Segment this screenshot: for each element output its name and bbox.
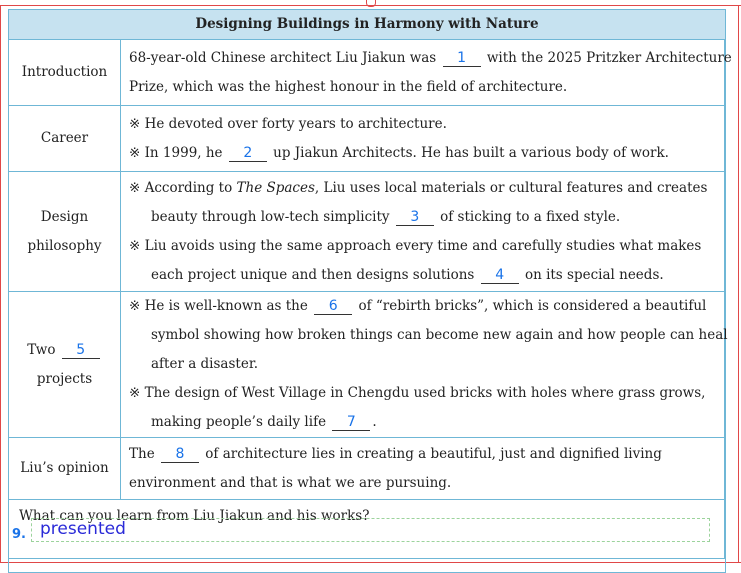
right-red-border [738,5,739,562]
projects-line-1: ※ He is well-known as the 6 of “rebirth bricks”, which is considered a beautiful [129,298,707,314]
design-line-1: ※ According to The Spaces, Liu uses local materials or cultural features and creates [129,179,708,196]
two-projects-content [121,292,726,438]
worksheet-table-frame [8,9,732,559]
career-line-1: ※ He devoted over forty years to architecture. [129,115,447,132]
blank-5[interactable]: 5 [62,342,100,359]
introduction-label: Introduction [9,40,121,106]
worksheet-table [8,9,732,573]
design-philosophy-row [9,172,726,292]
blank-7[interactable]: 7 [332,414,370,431]
opinion-row [9,438,726,500]
opinion-content [121,438,726,500]
introduction-row [9,40,726,106]
design-line-3: ※ Liu avoids using the same approach every time and carefully studies what makes [129,237,702,254]
blank-1[interactable]: 1 [443,50,481,67]
career-label: Career [9,106,121,172]
answer-text: presented [40,519,126,539]
opinion-line-1: The 8 of architecture lies in creating a beautiful, just and dignified living [129,445,662,462]
opinion-line-2: environment and that is what we are pursuing. [129,474,452,491]
introduction-content [121,40,732,106]
career-content [121,106,726,172]
design-line-2: beauty through low-tech simplicity 3 of sticking to a fixed style. [151,208,621,225]
career-line-2: ※ In 1999, he 2 up Jiakun Architects. He has built a various body of work. [129,144,669,161]
opinion-label: Liu’s opinion [9,438,121,500]
top-marker-icon [366,0,376,7]
design-philosophy-label: Design philosophy [9,172,121,292]
introduction-line-2: Prize, which was the highest honour in the field of architecture. [129,78,568,95]
answer-number: 9. [12,527,26,542]
blank-6[interactable]: 6 [314,298,352,315]
question-text: What can you learn from Liu Jiakun and his works? [9,500,726,573]
blank-3[interactable]: 3 [396,209,434,226]
table-title: Designing Buildings in Harmony with Nature [9,10,726,40]
answer-field[interactable] [31,518,710,542]
left-red-border [0,5,1,562]
projects-line-3: after a disaster. [151,356,259,372]
career-row [9,106,726,172]
design-line-4: each project unique and then designs solutions 4 on its special needs. [151,266,664,283]
blank-2[interactable]: 2 [229,145,267,162]
design-philosophy-content [121,172,726,292]
projects-line-4: ※ The design of West Village in Chengdu used bricks with holes where grass grows, [129,385,706,401]
blank-8[interactable]: 8 [161,446,199,463]
projects-line-2: symbol showing how broken things can become new again and how people can heal [151,327,728,343]
title-row [9,10,726,40]
two-projects-row [9,292,726,438]
introduction-line-1: 68-year-old Chinese architect Liu Jiakun was 1 with the 2025 Pritzker Architecture [129,49,732,66]
blank-4[interactable]: 4 [481,267,519,284]
projects-line-5: making people’s daily life 7 . [151,414,377,430]
two-projects-label: Two 5 projects [9,292,121,438]
